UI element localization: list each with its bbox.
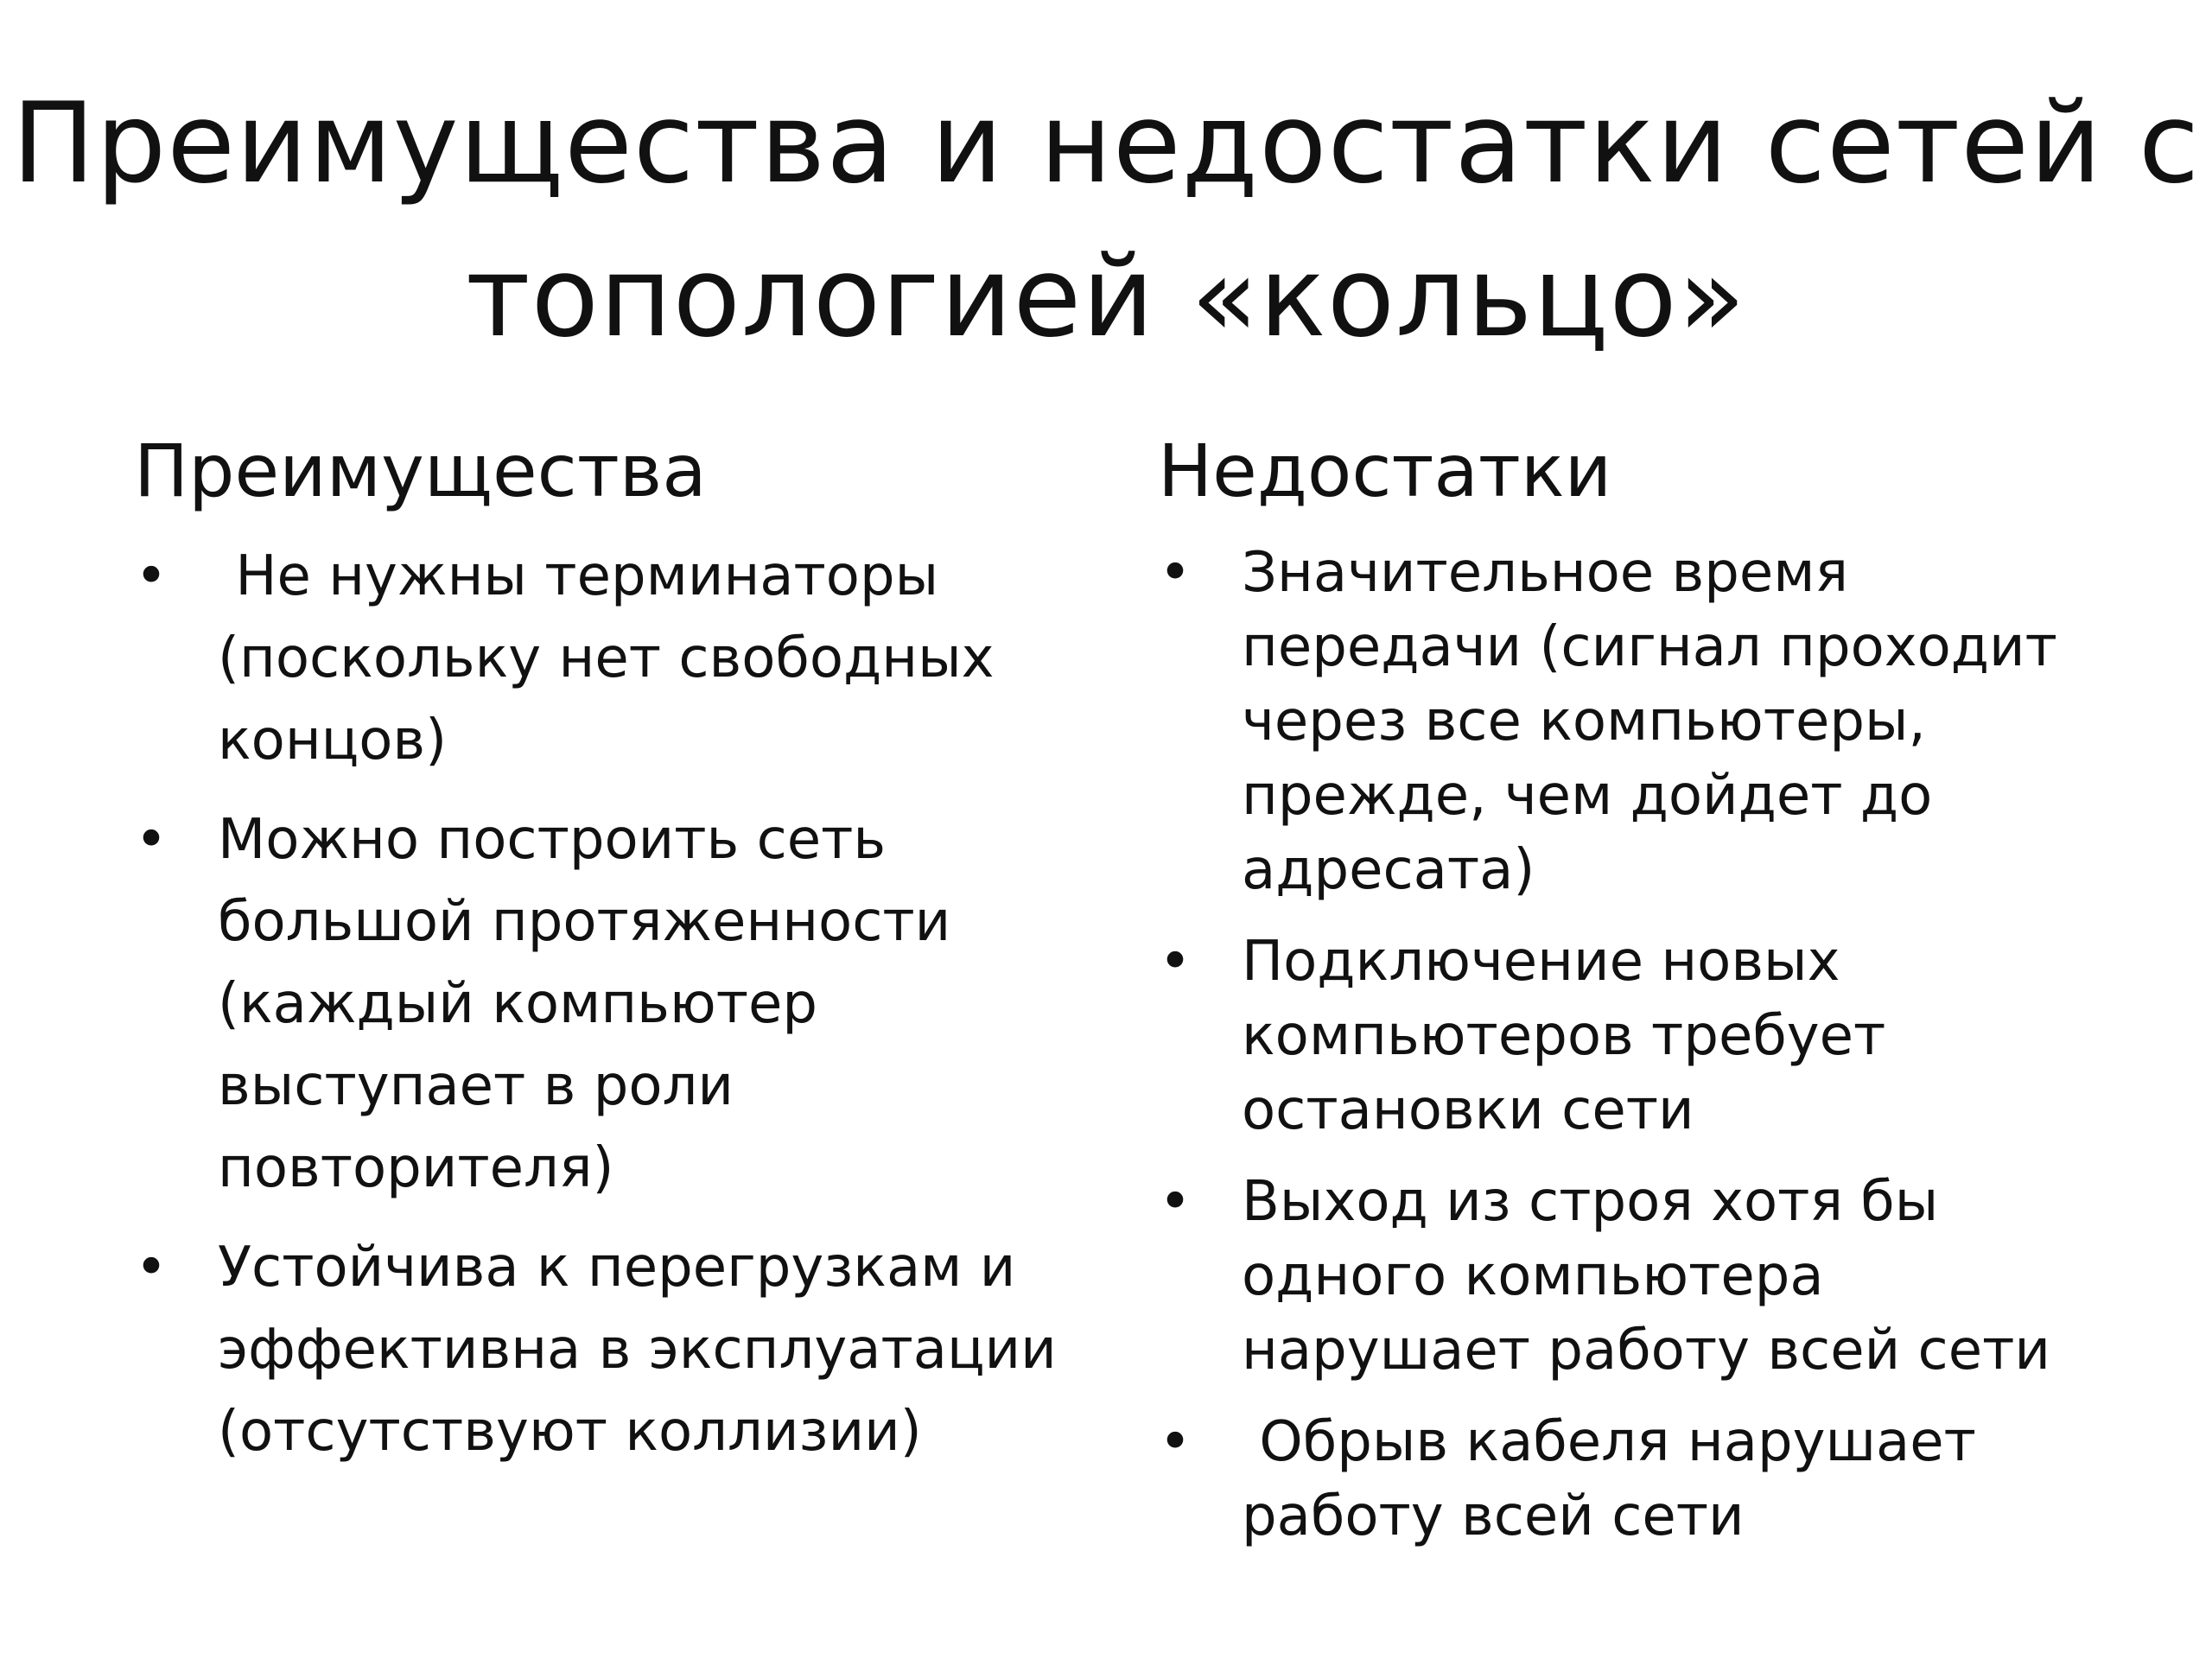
bullet-icon: • bbox=[1159, 1170, 1192, 1234]
slide-title-line-1: Преимущества и недостатки сетей с bbox=[11, 79, 2201, 208]
disadvantage-text: Выход из строя хотя бы одного компьютера нарушает работу всей сети bbox=[1242, 1170, 2050, 1382]
advantages-column bbox=[134, 423, 1084, 1491]
advantage-text: Можно построить сеть большой протяженности (каждый компьютер выступает в роли повторителя) bbox=[218, 808, 951, 1200]
list-item bbox=[1158, 925, 2126, 1147]
disadvantage-text: Подключение новых компьютеров требует остановки сети bbox=[1242, 930, 1886, 1142]
advantage-text: Устойчива к перегрузкам и эффективна в эксплуатации (отсутствуют коллизии) bbox=[218, 1236, 1057, 1464]
bullet-icon: • bbox=[135, 808, 168, 872]
advantage-text: Не нужны терминаторы (поскольку нет свободных концов) bbox=[218, 544, 1012, 772]
list-item bbox=[134, 1227, 1084, 1473]
list-item bbox=[134, 536, 1084, 782]
slide-title-line-2: топологией «кольцо» bbox=[466, 233, 1746, 362]
disadvantage-text: Обрыв кабеля нарушает работу всей сети bbox=[1242, 1410, 1994, 1548]
bullet-icon: • bbox=[135, 544, 168, 608]
advantages-list bbox=[134, 536, 1084, 1473]
disadvantage-text: Значительное время передачи (сигнал проходит через все компьютеры, прежде, чем дойдет до адресата) bbox=[1242, 541, 2057, 902]
bullet-icon: • bbox=[135, 1236, 168, 1300]
list-item bbox=[1158, 1165, 2126, 1388]
bullet-icon: • bbox=[1159, 1410, 1192, 1474]
bullet-icon: • bbox=[1159, 930, 1192, 994]
disadvantages-column bbox=[1158, 423, 2126, 1571]
disadvantages-heading: Недостатки bbox=[1158, 429, 1612, 513]
list-item bbox=[1158, 1405, 2126, 1554]
list-item bbox=[134, 799, 1084, 1210]
bullet-icon: • bbox=[1159, 541, 1192, 605]
slide-title bbox=[0, 67, 2212, 375]
disadvantages-list bbox=[1158, 536, 2126, 1554]
list-item bbox=[1158, 536, 2126, 907]
advantages-heading: Преимущества bbox=[134, 429, 707, 513]
